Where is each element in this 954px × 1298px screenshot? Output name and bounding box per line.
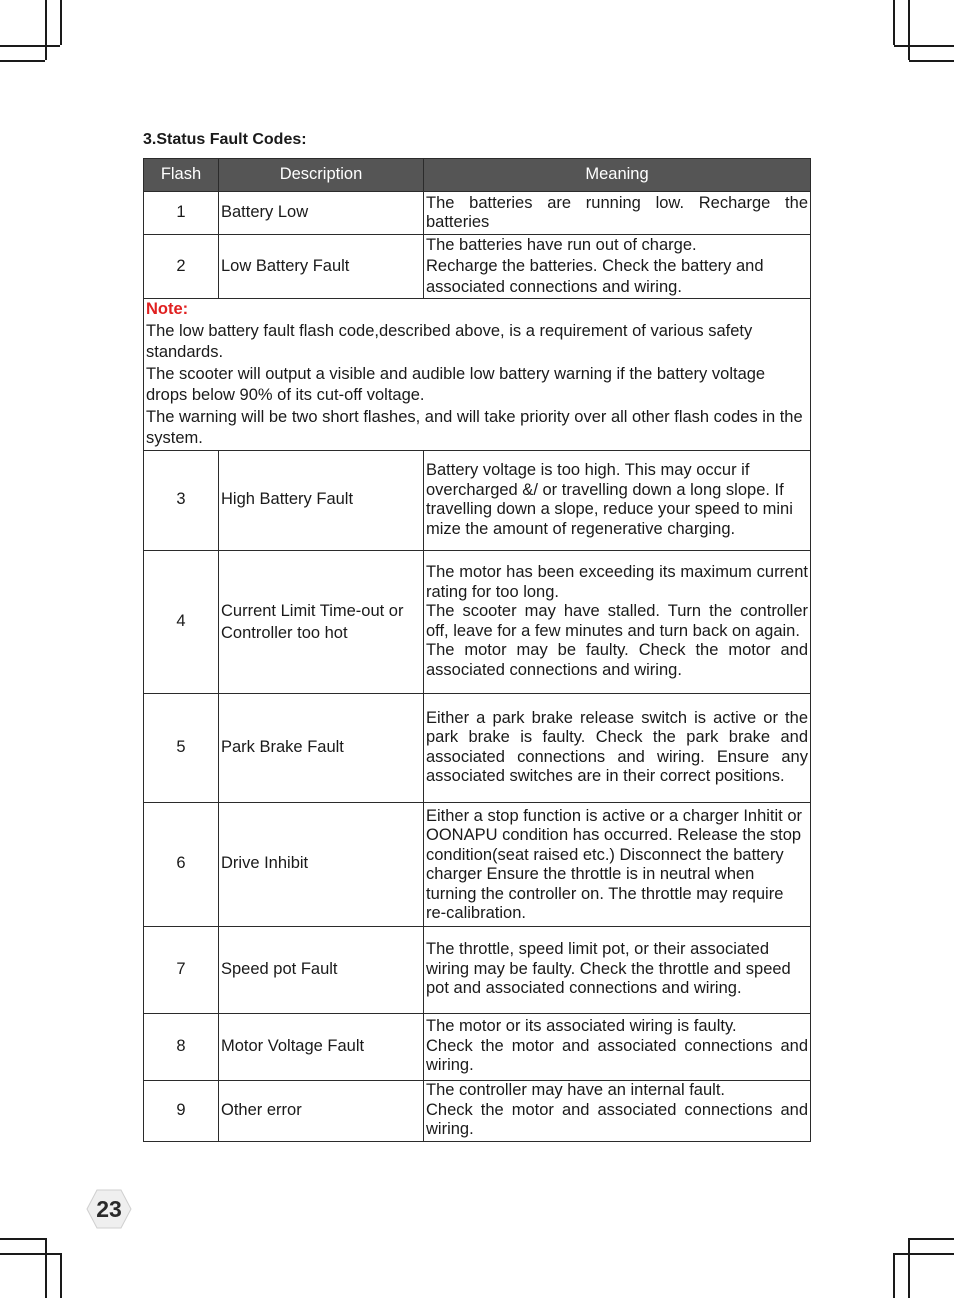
- crop-mark: [60, 0, 62, 45]
- fault-description: High Battery Fault: [219, 450, 424, 550]
- page-number: 23: [96, 1196, 122, 1222]
- flash-code: 6: [144, 802, 219, 926]
- note-label: Note:: [146, 300, 189, 318]
- note-paragraph: The warning will be two short flashes, and will take priority over all other flash codes in the system.: [146, 407, 803, 447]
- crop-mark: [0, 1238, 45, 1240]
- note-row: [144, 299, 811, 451]
- crop-mark: [893, 0, 895, 45]
- fault-description: Park Brake Fault: [219, 693, 424, 802]
- fault-meaning: [424, 1080, 811, 1141]
- flash-code: 3: [144, 450, 219, 550]
- fault-meaning: [424, 550, 811, 693]
- crop-mark: [893, 1253, 895, 1298]
- flash-code: 1: [144, 192, 219, 235]
- fault-description: Current Limit Time-out or Controller too hot: [219, 550, 424, 693]
- fault-meaning: [424, 926, 811, 1013]
- meaning-text: Check the motor and associated connections and wiring.: [426, 1100, 808, 1139]
- flash-code: 2: [144, 235, 219, 299]
- fault-description: Low Battery Fault: [219, 235, 424, 299]
- note-cell: [144, 299, 811, 451]
- note-paragraph: The low battery fault flash code,described above, is a requirement of various safety standards.: [146, 321, 753, 361]
- page-number-badge: [86, 1189, 132, 1229]
- table-row: [144, 802, 811, 926]
- table-row: [144, 550, 811, 693]
- table-row: [144, 1080, 811, 1141]
- fault-meaning: [424, 450, 811, 550]
- crop-mark: [909, 60, 954, 62]
- crop-mark: [894, 45, 954, 47]
- header-flash: Flash: [144, 159, 219, 192]
- crop-mark: [908, 0, 910, 60]
- table-row: [144, 192, 811, 235]
- table-header-row: [144, 159, 811, 192]
- fault-meaning: [424, 802, 811, 926]
- meaning-text: Check the motor and associated connections and wiring.: [426, 1036, 808, 1075]
- fault-description: Battery Low: [219, 192, 424, 235]
- crop-mark: [909, 1238, 954, 1240]
- table-row: [144, 693, 811, 802]
- meaning-text: Either a stop function is active or a charger Inhitit or OONAPU condition has occurred. Release the stop condition(seat raised etc.) Disconnect the battery charger Ensure the throttle is in neutral when turning the controller on. The throttle may require re-calibration.: [426, 806, 803, 922]
- fault-meaning: [424, 235, 811, 299]
- crop-mark: [45, 1238, 47, 1298]
- header-meaning: Meaning: [424, 159, 811, 192]
- crop-mark: [894, 1253, 954, 1255]
- meaning-text: The scooter may have stalled. Turn the controller off, leave for a few minutes and turn back on again.: [426, 602, 808, 640]
- flash-code: 8: [144, 1013, 219, 1080]
- fault-meaning: [424, 693, 811, 802]
- fault-description: Other error: [219, 1080, 424, 1141]
- meaning-text: The batteries are running low. Recharge the batteries: [426, 193, 808, 231]
- flash-code: 7: [144, 926, 219, 1013]
- crop-mark: [0, 60, 45, 62]
- table-row: [144, 1013, 811, 1080]
- table-row: [144, 926, 811, 1013]
- meaning-text: The throttle, speed limit pot, or their associated wiring may be faulty. Check the throttle and speed pot and associated connections and wiring.: [426, 940, 791, 998]
- flash-code: 9: [144, 1080, 219, 1141]
- fault-description: Speed pot Fault: [219, 926, 424, 1013]
- crop-mark: [60, 1253, 62, 1298]
- table-row: [144, 450, 811, 550]
- fault-description: Drive Inhibit: [219, 802, 424, 926]
- meaning-text: The motor has been exceeding its maximum current rating for too long.: [426, 563, 808, 601]
- meaning-text: Battery voltage is too high. This may occur if overcharged &/ or travelling down a long slope. If travelling down a slope, reduce your speed to mini mize the amount of regenerative charging.: [426, 461, 793, 538]
- fault-meaning: [424, 1013, 811, 1080]
- meaning-text: Either a park brake release switch is active or the park brake is faulty. Check the park brake and associated connections and wiring. Ensure any associated switches are in their correct positions.: [426, 708, 808, 785]
- note-paragraph: The scooter will output a visible and audible low battery warning if the battery voltage drops below 90% of its cut-off voltage.: [146, 364, 766, 404]
- meaning-text: The batteries have run out of charge.: [426, 236, 697, 254]
- flash-code: 5: [144, 693, 219, 802]
- meaning-text: The motor or its associated wiring is faulty.: [426, 1017, 737, 1036]
- crop-mark: [908, 1238, 910, 1298]
- fault-meaning: [424, 192, 811, 235]
- crop-mark: [45, 0, 47, 60]
- crop-mark: [0, 45, 60, 47]
- header-description: Description: [219, 159, 424, 192]
- status-fault-codes-table: [143, 158, 811, 1142]
- meaning-text: Recharge the batteries. Check the battery and associated connections and wiring.: [426, 257, 764, 296]
- crop-mark: [0, 1253, 60, 1255]
- meaning-text: The controller may have an internal fault.: [426, 1081, 725, 1100]
- flash-code: 4: [144, 550, 219, 693]
- meaning-text: The motor may be faulty. Check the motor and associated connections and wiring.: [426, 641, 808, 679]
- table-row: [144, 235, 811, 299]
- section-title: 3.Status Fault Codes:: [143, 131, 307, 148]
- fault-description: Motor Voltage Fault: [219, 1013, 424, 1080]
